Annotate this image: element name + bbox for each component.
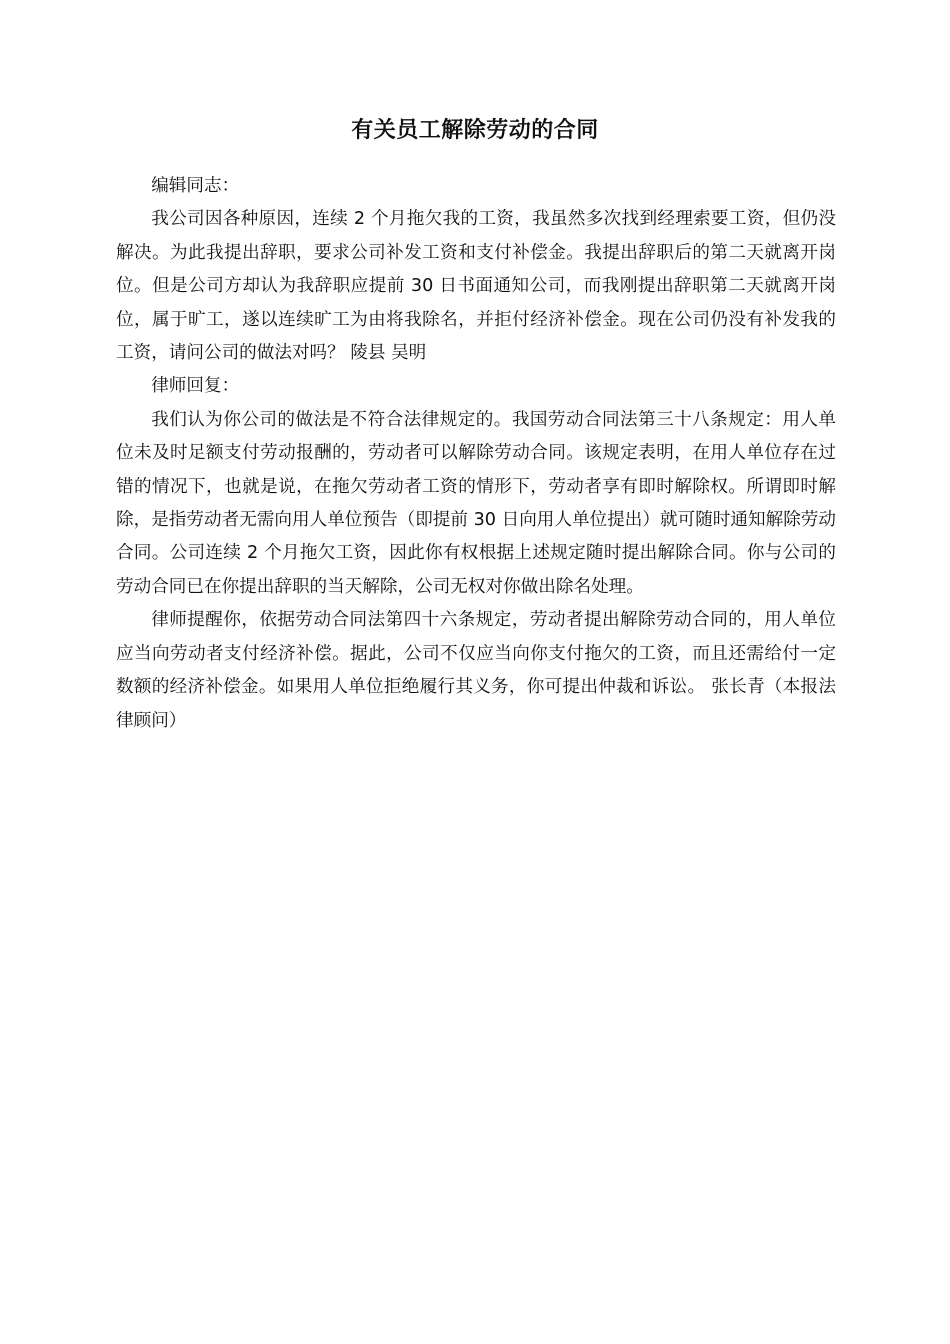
document-body (116, 170, 836, 738)
reminder-paragraph: 律师提醒你，依据劳动合同法第四十六条规定，劳动者提出解除劳动合同的，用人单位应当向劳动者支付经济补偿。据此，公司不仅应当向你支付拖欠的工资，而且还需给付一定数额的经济补偿金。如果用人单位拒绝履行其义务，你可提出仲裁和诉讼。 张长青（本报法律顾问） (116, 610, 836, 731)
question-paragraph: 我公司因各种原因，连续 2 个月拖欠我的工资，我虽然多次找到经理索要工资，但仍没解决。为此我提出辞职，要求公司补发工资和支付补偿金。我提出辞职后的第二天就离开岗位。但是公司方却认为我辞职应提前 30 日书面通知公司，而我刚提出辞职第二天就离开岗位，属于旷工，遂以连续旷工为由将我除名，并拒付经济补偿金。现在公司仍没有补发我的工资，请问公司的做法对吗？ 陵县 吴明 (116, 209, 836, 364)
salutation-paragraph: 编辑同志： (151, 176, 240, 196)
reply-paragraph: 我们认为你公司的做法是不符合法律规定的。我国劳动合同法第三十八条规定：用人单位未及时足额支付劳动报酬的，劳动者可以解除劳动合同。该规定表明，在用人单位存在过错的情况下，也就是说，在拖欠劳动者工资的情形下，劳动者享有即时解除权。所谓即时解除，是指劳动者无需向用人单位预告（即提前 30 日向用人单位提出）就可随时通知解除劳动合同。公司连续 2 个月拖欠工资，因此你有权根据上述规定随时提出解除合同。你与公司的劳动合同已在你提出辞职的当天解除，公司无权对你做出除名处理。 (116, 409, 836, 597)
reply-heading-paragraph: 律师回复： (151, 376, 240, 397)
document-title: 有关员工解除劳动的合同 (351, 118, 599, 143)
